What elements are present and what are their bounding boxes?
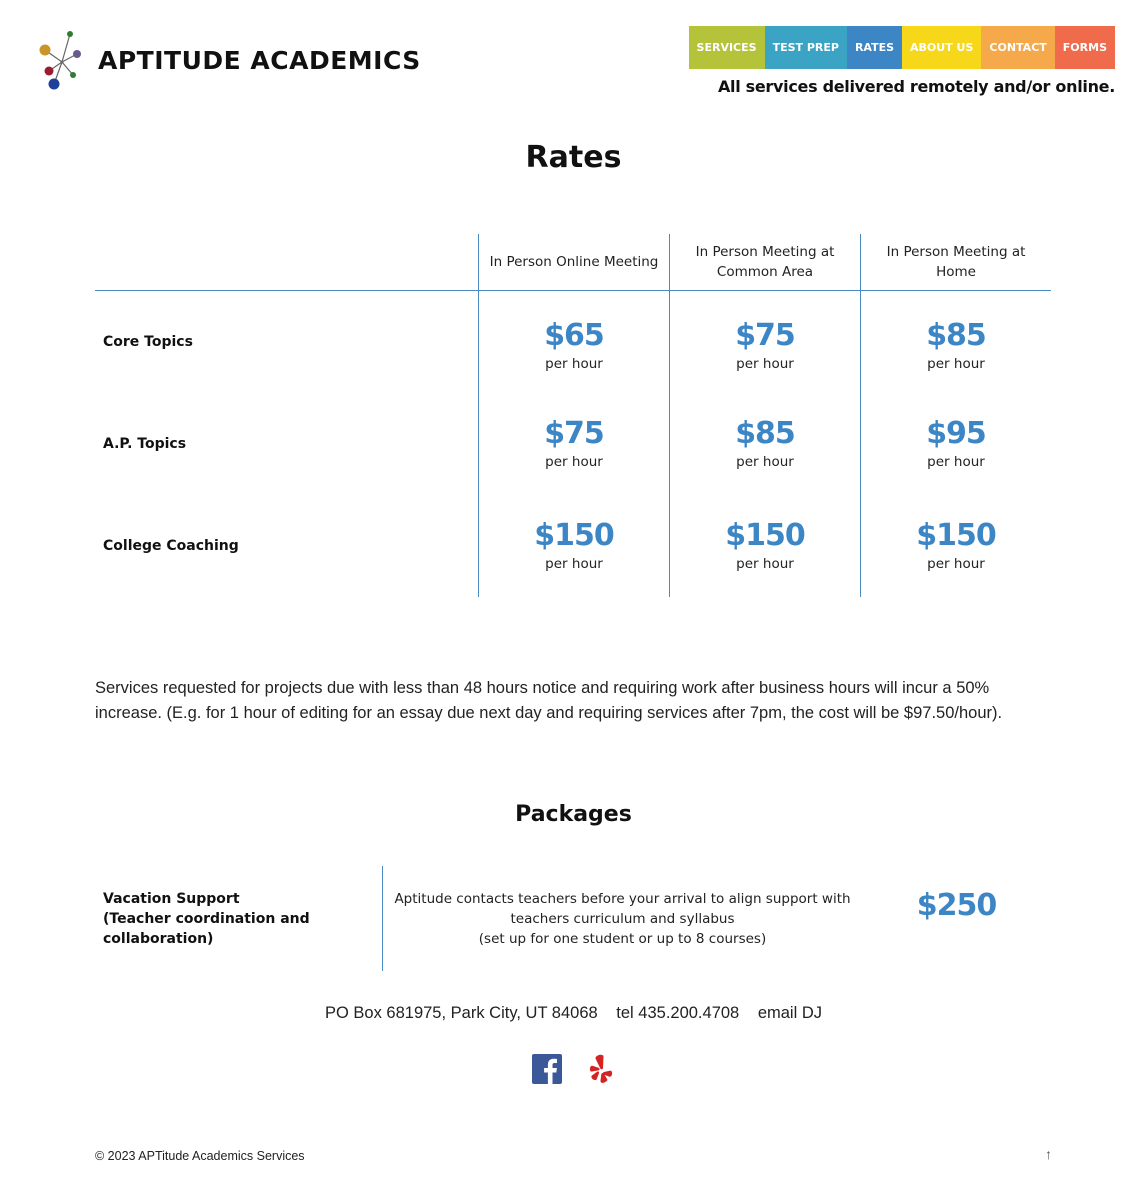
column-header [860,234,1051,290]
column-header [669,234,860,290]
table-row [95,393,1051,495]
logo-icon [36,28,86,92]
price-unit: per hour [545,356,603,372]
price-value: $85 [735,416,795,451]
price-cell [478,291,669,393]
row-label: College Coaching [103,538,239,554]
row-label: Core Topics [103,334,193,350]
copyright: © 2023 APTitude Academics Services [95,1149,305,1163]
contact-email[interactable]: email DJ [757,1004,823,1022]
back-to-top-icon[interactable]: ↑ [1045,1146,1052,1162]
price-cell [669,291,860,393]
price-cell [860,393,1051,495]
column-header-label: In Person Meeting at Home [886,244,1026,280]
price-value: $75 [735,318,795,353]
price-value: $75 [544,416,604,451]
price-cell [669,495,860,597]
price-value: $150 [725,518,805,553]
nav-test-prep[interactable]: TEST PREP [765,26,847,69]
price-value: $150 [534,518,614,553]
package-description [382,866,862,971]
table-row [95,291,1051,393]
column-header [478,234,669,290]
header [0,0,1147,110]
price-cell [478,393,669,495]
surcharge-note: Services requested for projects due with less than 48 hours notice and requiring work after business hours will incur a 50% increase. (E.g. for 1 hour of editing for an essay due next day and requiring services after 7pm, the cost will be $97.50/hour). [95,679,1003,722]
main-nav [689,26,1115,69]
price-value: $65 [544,318,604,353]
contact-tel[interactable]: tel 435.200.4708 [616,1004,740,1022]
nav-about-us[interactable]: ABOUT US [902,26,981,69]
price-unit: per hour [736,356,794,372]
page-title: Rates [525,140,622,175]
nav-forms[interactable]: FORMS [1055,26,1115,69]
price-unit: per hour [927,454,985,470]
contact-address: PO Box 681975, Park City, UT 84068 [324,1004,598,1022]
social-links [532,1053,616,1085]
package-description-text: Aptitude contacts teachers before your arrival to align support with teachers curriculum and syllabus [394,890,851,927]
rates-table-header [95,234,1051,291]
packages-title: Packages [515,802,632,827]
facebook-icon[interactable] [532,1053,562,1085]
yelp-icon[interactable] [586,1053,616,1085]
nav-services[interactable]: SERVICES [689,26,765,69]
brand-name: APTITUDE ACADEMICS [98,45,421,75]
price-unit: per hour [545,454,603,470]
column-header-label: In Person Online Meeting [489,254,659,270]
price-value: $95 [926,416,986,451]
row-label: A.P. Topics [103,436,187,452]
price-value: $85 [926,318,986,353]
price-cell [860,495,1051,597]
rates-table [95,234,1051,597]
price-unit: per hour [736,454,794,470]
header-blank-cell [95,234,478,290]
package-name: Vacation Support [103,890,240,907]
price-cell [669,393,860,495]
price-unit: per hour [545,556,603,572]
price-value: $150 [916,518,996,553]
logo[interactable] [36,28,421,92]
price-unit: per hour [927,556,985,572]
package-label [95,866,382,971]
rates-table-body [95,291,1051,597]
price-unit: per hour [927,356,985,372]
nav-contact[interactable]: CONTACT [981,26,1054,69]
table-row [95,495,1051,597]
column-header-label: In Person Meeting at Common Area [695,244,835,280]
package-description-note: (set up for one student or up to 8 courses) [478,930,767,947]
price-cell [478,495,669,597]
tagline: All services delivered remotely and/or online. [717,77,1115,96]
package-row [95,866,1051,971]
nav-rates[interactable]: RATES [847,26,902,69]
package-subname: (Teacher coordination and collaboration) [103,910,310,947]
package-price: $250 [916,888,997,923]
contact-info [0,1004,1147,1023]
price-unit: per hour [736,556,794,572]
price-cell [860,291,1051,393]
